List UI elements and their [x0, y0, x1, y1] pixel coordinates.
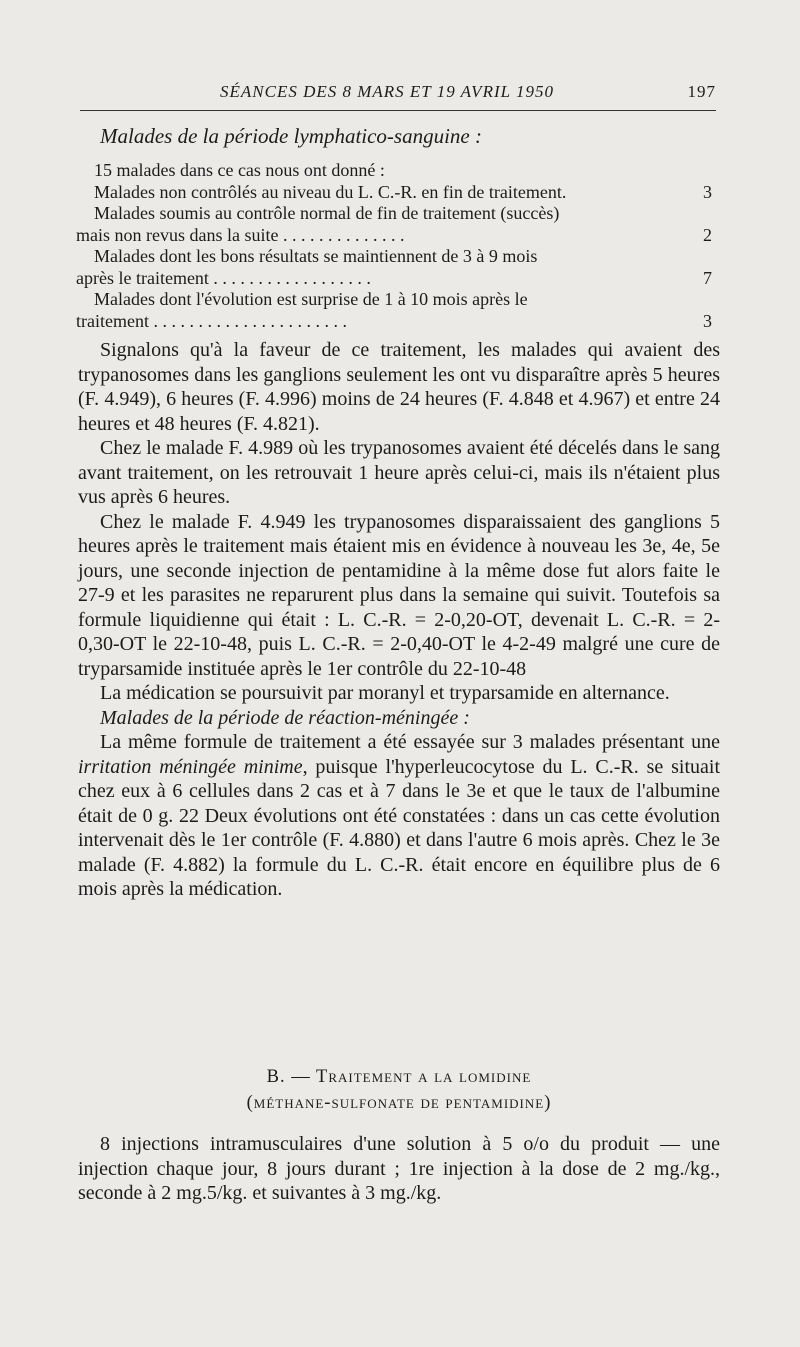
list-intro: 15 malades dans ce cas nous ont donné : [94, 160, 385, 180]
list-item-line: Malades soumis au contrôle normal de fin de traitement (succès) [94, 203, 560, 223]
emphasis-text: irritation méningée minime [78, 755, 303, 778]
paragraph: Chez le malade F. 4.989 où les trypanosomes avaient été décelés dans le sang avant traitement, on les retrouvait 1 heure après celui-ci, mais ils n'étaient plus vus après 6 heures. [78, 437, 720, 508]
section-subtitle: (méthane-sulfonate de pentamidine) [246, 1093, 552, 1113]
paragraph-text: , puisque l'hyperleucocytose du L. C.-R. se situait chez eux à 6 cellules dans 2 cas et à 7 dans le 3e et que le taux de l'albumine était de 0 g. 22 Deux évolutions ont été constatées : dans un cas cette évolution intervenait dès le 1er contrôle (F. 4.880) et dans l'autre 6 mois après. Chez le 3e malade (F. 4.882) la formule du L. C.-R. était encore en équilibre plus de 6 mois après la médication. [78, 755, 721, 900]
list-item-text: après le traitement . . . . . . . . . . . . . . . . . . [76, 267, 371, 288]
paragraph: Signalons qu'à la faveur de ce traitement, les malades qui avaient des trypanosomes dans les ganglions seulement les ont vu disparaître après 5 heures (F. 4.949), 6 heures (F. 4.996) moins de 24 heures (F. 4.848 et 4.967) et entre 24 heures et 48 heures (F. 4.821). [78, 339, 720, 435]
body-text [78, 338, 720, 902]
paragraph-text: La même formule de traitement a été essayée sur 3 malades présentant une [100, 731, 720, 753]
list-item-line: Malades dont les bons résultats se maintiennent de 3 à 9 mois [94, 246, 538, 266]
patient-count-list [76, 160, 716, 332]
subheading-lymphatico-sanguine: Malades de la période lymphatico-sanguine : [100, 124, 482, 148]
subheading-reaction-meningee: Malades de la période de réaction-méningée : [100, 706, 470, 729]
paragraph: 8 injections intramusculaires d'une solution à 5 o/o du produit — une injection chaque jour, 8 jours durant ; 1re injection à la dose de 2 mg./kg., seconde à 2 mg.5/kg. et suivantes à 3 mg./kg. [78, 1133, 720, 1204]
list-item-count: 2 [703, 224, 712, 245]
list-item-line: Malades dont l'évolution est surprise de 1 à 10 mois après le [94, 289, 528, 309]
list-item [76, 311, 716, 333]
list-item [76, 182, 716, 204]
header-title: SÉANCES DES 8 MARS ET 19 AVRIL 1950 [220, 82, 555, 101]
page-number: 197 [687, 82, 716, 101]
paragraph: Chez le malade F. 4.949 les trypanosomes disparaissaient des ganglions 5 heures après le traitement mais étaient mis en évidence à nouveau les 3e, 4e, 5e jours, une seconde injection de pentamidine à la même dose fut alors faite le 27-9 et les parasites ne reparurent plus dans la semaine qui suivit. Toutefois sa formule liquidienne qui était : L. C.-R. = 2-0,20-OT, devenait L. C.-R. = 2-0,30-OT le 22-10-48, puis L. C.-R. = 2-0,40-OT le 4-2-49 malgré une cure de tryparsamide instituée après le 1er contrôle du 22-10-48 [78, 510, 720, 680]
list-item-count: 3 [703, 310, 712, 331]
list-item-text: traitement . . . . . . . . . . . . . . . . . . . . . . [76, 310, 347, 331]
list-item [76, 225, 716, 247]
paragraph [78, 730, 720, 902]
section-title: B. — Traitement a la lomidine [266, 1067, 532, 1087]
closing-text [78, 1132, 720, 1206]
header-rule [80, 110, 716, 111]
paragraph: La médication se poursuivit par moranyl et tryparsamide en alternance. [100, 682, 670, 704]
list-item [76, 268, 716, 290]
list-item-count: 3 [703, 181, 712, 202]
list-item-count: 7 [703, 267, 712, 288]
list-item-text: mais non revus dans la suite . . . . . . . . . . . . . . [76, 224, 405, 245]
section-heading [78, 1064, 720, 1116]
list-item-text: Malades non contrôlés au niveau du L. C.-R. en fin de traitement. [94, 181, 567, 202]
